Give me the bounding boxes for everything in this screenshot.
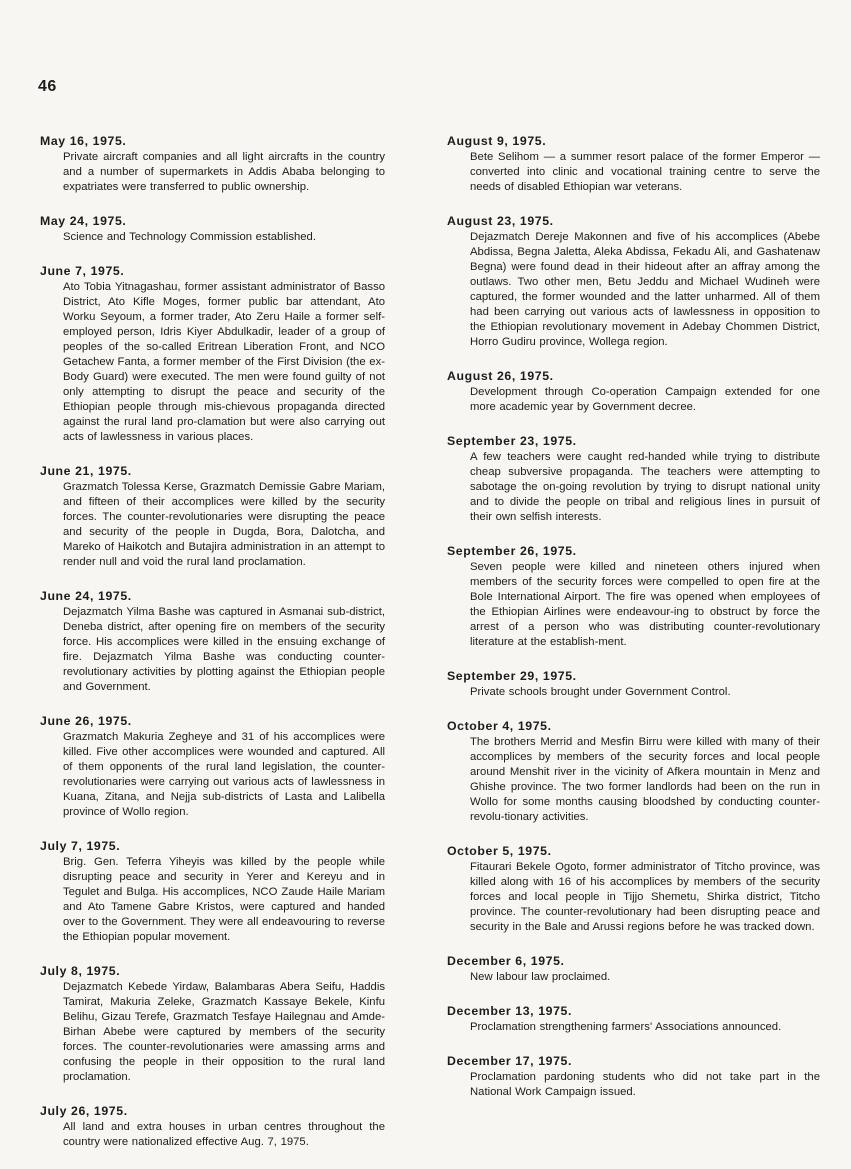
entry-text: Development through Co-operation Campaign extended for one more academic year by Government decree. [470, 386, 820, 413]
chronology-entry [40, 1104, 385, 1150]
entry-date: August 23, 1975. [447, 214, 554, 228]
right-column [447, 134, 820, 1119]
entry-date: December 6, 1975. [447, 954, 565, 968]
entry-date: December 13, 1975. [447, 1004, 572, 1018]
chronology-entry [40, 589, 385, 695]
entry-date: July 7, 1975. [40, 839, 121, 853]
chronology-entry [40, 839, 385, 945]
entry-date: June 26, 1975. [40, 714, 132, 728]
entry-text: Private aircraft companies and all light aircrafts in the country and a number of supermarkets in Addis Ababa belonging to expatriates were transferred to public ownership. [63, 151, 385, 193]
entry-date: May 16, 1975. [40, 134, 127, 148]
entry-text: Proclamation pardoning students who did not take part in the National Work Campaign issued. [470, 1071, 820, 1098]
chronology-entry [40, 134, 385, 195]
entry-date: June 21, 1975. [40, 464, 132, 478]
entry-text: All land and extra houses in urban centres throughout the country were nationalized effective Aug. 7, 1975. [63, 1121, 385, 1148]
entry-date: December 17, 1975. [447, 1054, 572, 1068]
entry-text: Grazmatch Makuria Zegheye and 31 of his accomplices were killed. Five other accomplices were wounded and captured. All of them opponents of the rural land legislation, the counter-revolutionaries were carrying out various acts of lawlessness in Kuana, Zitana, and Nejja sub-districts of Lasta and Lalibella province of Wollo region. [63, 731, 385, 818]
entry-text: Private schools brought under Government Control. [470, 686, 731, 698]
entry-text: Fitaurari Bekele Ogoto, former administrator of Titcho province, was killed along with 16 of his accomplices by members of the security forces and local people in Tijjo Shemetu, Shirka district, Titcho province. The counter-revolutionary had been disrupting peace and security in the Bale and Arussi regions before he was tracked down. [470, 861, 820, 933]
entry-date: August 26, 1975. [447, 369, 554, 383]
entry-date: June 7, 1975. [40, 264, 125, 278]
chronology-entry [447, 1054, 820, 1100]
chronology-entry [447, 134, 820, 195]
entry-text: Seven people were killed and nineteen others injured when members of the security forces were compelled to open fire at the Bole International Airport. The fire was opened when employees of the Ethiopian Airlines were endeavour-ing to obstruct by force the arrest of a person who was distributing counter-revolutionary literature at the establish-ment. [470, 561, 820, 648]
chronology-entry [447, 1004, 820, 1035]
chronology-entry [40, 464, 385, 570]
chronology-entry [40, 264, 385, 445]
entry-date: September 23, 1975. [447, 434, 577, 448]
chronology-entry [447, 844, 820, 935]
page-number: 46 [38, 78, 57, 95]
entry-text: Bete Selihom — a summer resort palace of the former Emperor — converted into clinic and vocational training centre to serve the needs of disabled Ethiopian war veterans. [470, 151, 820, 193]
entry-date: May 24, 1975. [40, 214, 127, 228]
left-column [40, 134, 385, 1169]
entry-date: September 26, 1975. [447, 544, 577, 558]
entry-date: October 4, 1975. [447, 719, 552, 733]
entry-date: September 29, 1975. [447, 669, 577, 683]
chronology-entry [40, 964, 385, 1085]
entry-text: New labour law proclaimed. [470, 971, 611, 983]
entry-text: Grazmatch Tolessa Kerse, Grazmatch Demissie Gabre Mariam, and fifteen of their accomplices were killed by the security forces. The counter-revolutionaries were disrupting the peace and security of the people in Dugda, Bora, Dalotcha, and Mareko of Haikotch and Butajira administration in an attempt to render null and void the rural land proclamation. [63, 481, 385, 568]
entry-text: Brig. Gen. Teferra Yiheyis was killed by the people while disrupting peace and security in Yerer and Kereyu and in Tegulet and Bulga. His accomplices, NCO Zaude Haile Mariam and Ato Tamene Gabre Kristos, were captured and handed over to the Government. They were all endeavouring to reverse the Ethiopian popular movement. [63, 856, 385, 943]
chronology-entry [40, 214, 385, 245]
chronology-entry [447, 719, 820, 825]
entry-text: A few teachers were caught red-handed while trying to distribute cheap subversive propaganda. The teachers were attempting to sabotage the on-going revolution by trying to disrupt national unity and to divide the people on tribal and religious lines in pursuit of their own selfish interests. [470, 451, 820, 523]
entry-text: Dejazmatch Yilma Bashe was captured in Asmanai sub-district, Deneba district, after opening fire on members of the security force. His accomplices were killed in the ensuing exchange of fire. Dejazmatch Yilma Bashe was conducting counter-revolutionary activities by plotting against the Ethiopian people and Government. [63, 606, 385, 693]
entry-text: The brothers Merrid and Mesfin Birru were killed with many of their accomplices by members of the security forces and local people around Menshit river in the vicinity of Afkera mountain in Menz and Ghishe province. The two former landlords had been on the run in Wollo for some months causing bloodshed by conducting counter-revolu-tionary activities. [470, 736, 820, 823]
chronology-entry [447, 214, 820, 350]
entry-text: Dejazmatch Kebede Yirdaw, Balambaras Abera Seifu, Haddis Tamirat, Makuria Zeleke, Grazmatch Kassaye Bekele, Kinfu Belihu, Gizau Terefe, Grazmatch Tesfaye Hailegnau and Amde-Birhan Abebe were captured by members of the security forces. The counter-revolutionaries were amassing arms and confusing the people in their opposition to the rural land proclamation. [63, 981, 385, 1083]
entry-text: Science and Technology Commission established. [63, 231, 316, 243]
chronology-entry [447, 954, 820, 985]
entry-date: August 9, 1975. [447, 134, 547, 148]
entry-text: Ato Tobia Yitnagashau, former assistant administrator of Basso District, Ato Kifle Moges, former public bar attendant, Ato Worku Seyoum, a former trader, Ato Zeru Haile a former self-employed person, Idris Kiyer Abdulkadir, leader of a group of peoples of the so-called Eritrean Liberation Front, and NCO Getachew Fanta, a former member of the First Division (the ex-Body Guard) were executed. The men were found guilty of not only attempting to disrupt the peace and security of the Ethiopian people through mis-chievous propaganda directed against the rural land pro-clamation but were also carrying out acts of lawlessness in various places. [63, 281, 385, 443]
entry-text: Proclamation strengthening farmers' Associations announced. [470, 1021, 782, 1033]
entry-date: June 24, 1975. [40, 589, 132, 603]
entry-text: Dejazmatch Dereje Makonnen and five of his accomplices (Abebe Abdissa, Begna Jaletta, Aleka Abdissa, Fekadu Ali, and Gashatenaw Begna) were found dead in their hideout after an affray among the outlaws. Two other men, Betu Jeddu and Michael Wudineh were captured, the former wounded and the latter unharmed. All of them had been carrying out various acts of lawlessness in opposition to the Ethiopian revolutionary movement in Adebay Chommen District, Horro Gudiru province, Wollega region. [470, 231, 820, 348]
entry-date: July 26, 1975. [40, 1104, 128, 1118]
chronology-entry [40, 714, 385, 820]
chronology-entry [447, 434, 820, 525]
chronology-entry [447, 369, 820, 415]
entry-date: October 5, 1975. [447, 844, 552, 858]
chronology-entry [447, 544, 820, 650]
entry-date: July 8, 1975. [40, 964, 121, 978]
chronology-entry [447, 669, 820, 700]
